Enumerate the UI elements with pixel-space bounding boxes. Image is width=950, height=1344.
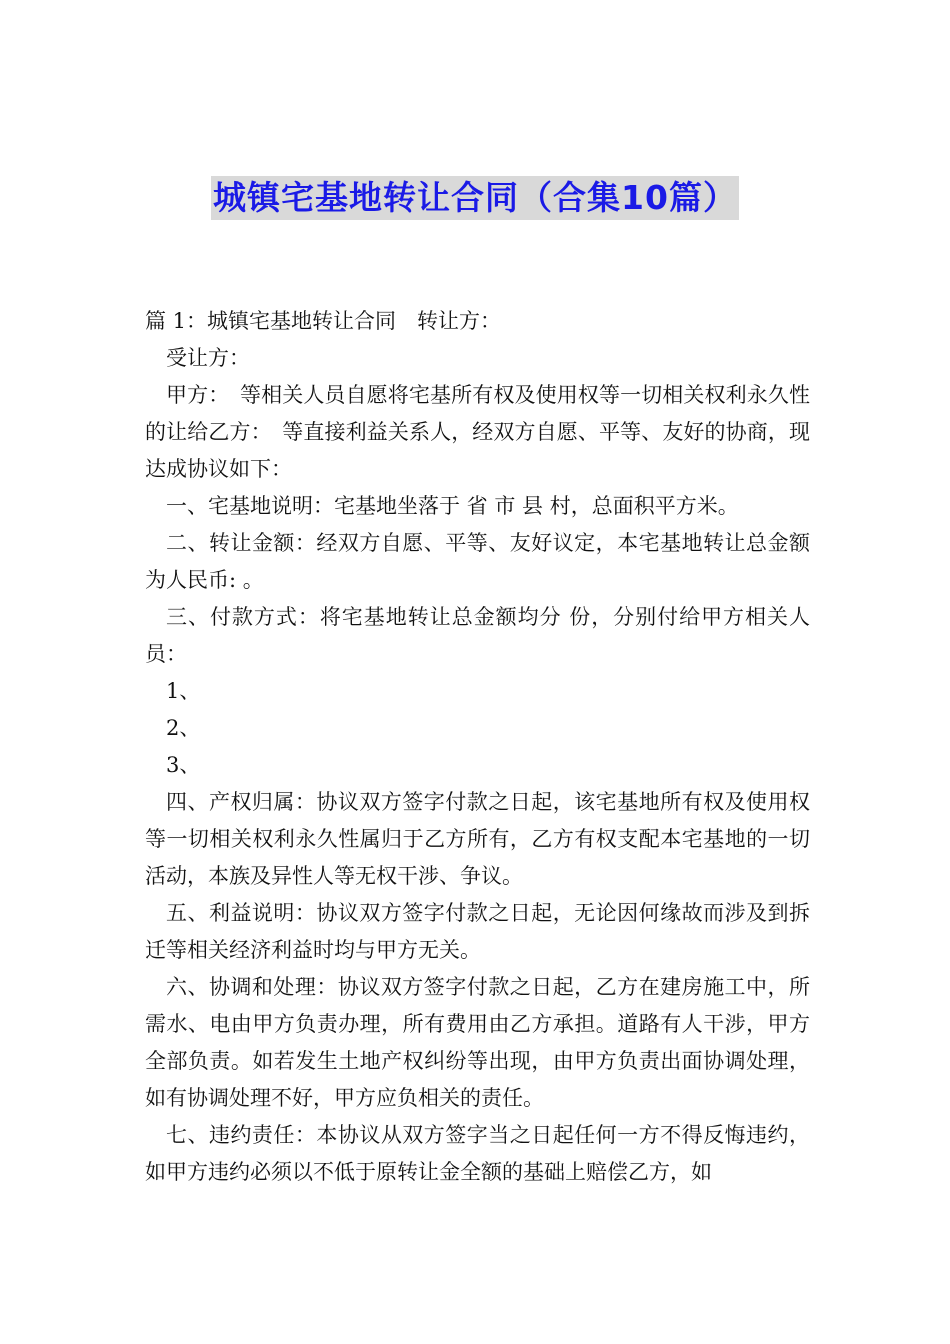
paragraph-header: 篇 1：城镇宅基地转让合同 转让方： [145,309,502,333]
paragraph-receiver: 受让方： [166,346,250,370]
list-item-2: 2、 [166,716,201,740]
paragraph-clause-2: 二、转让金额：经双方自愿、平等、友好议定，本宅基地转让总金额为人民币: 。 [145,531,810,592]
paragraph-clause-5: 五、利益说明：协议双方签字付款之日起，无论因何缘故而涉及到拆迁等相关经济利益时均与甲方无关。 [145,901,810,962]
paragraph-clause-4: 四、产权归属：协议双方签字付款之日起，该宅基地所有权及使用权等一切相关权利永久性属归于乙方所有，乙方有权支配本宅基地的一切活动，本族及异性人等无权干涉、争议。 [145,790,810,888]
list-item-1: 1、 [166,679,201,703]
list-item-3: 3、 [166,753,201,777]
paragraph-clause-7: 七、违约责任：本协议从双方签字当之日起任何一方不得反悔违约，如甲方违约必须以不低于原转让金全额的基础上赔偿乙方，如 [145,1123,810,1184]
paragraph-clause-1: 一、宅基地说明：宅基地坐落于 省 市 县 村，总面积平方米。 [166,494,739,518]
paragraph-clause-6: 六、协调和处理：协议双方签字付款之日起，乙方在建房施工中，所需水、电由甲方负责办理，所有费用由乙方承担。道路有人干涉，甲方全部负责。如若发生土地产权纠纷等出现，由甲方负责出面协调处理，如有协调处理不好，甲方应负相关的责任。 [145,975,810,1110]
title-container [0,176,950,220]
paragraph-clause-3: 三、付款方式：将宅基地转让总金额均分 份，分别付给甲方相关人员： [145,605,810,666]
paragraph-party-a: 甲方： 等相关人员自愿将宅基所有权及使用权等一切相关权利永久性的让给乙方： 等直接利益关系人，经双方自愿、平等、友好的协商，现达成协议如下： [145,383,810,481]
document-title: 城镇宅基地转让合同（合集10篇） [211,176,739,220]
document-body [145,303,810,1191]
